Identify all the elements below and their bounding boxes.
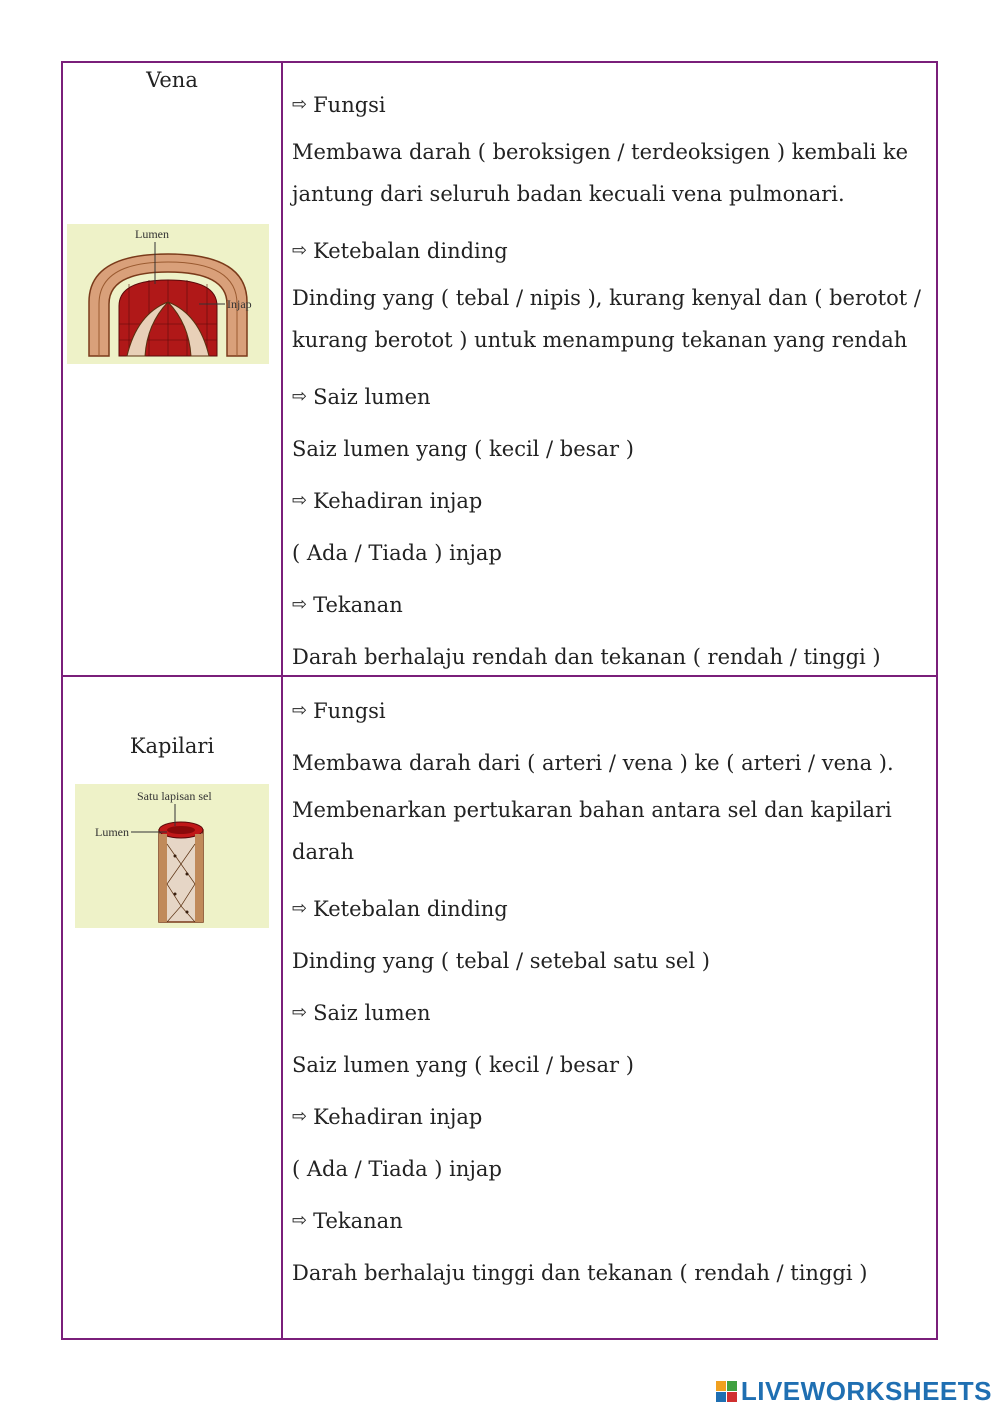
logo-mark-icon <box>716 1381 737 1402</box>
kapilari-heading <box>292 1091 894 1143</box>
arrow-bullet-icon: ⇨ <box>292 1210 308 1231</box>
vena-heading-text: Kehadiran injap <box>313 489 483 513</box>
vena-text-line: Dinding yang ( tebal / nipis ), kurang kenyal dan ( berotot / <box>292 286 921 310</box>
kapilari-text-line: Darah berhalaju tinggi dan tekanan ( rendah / tinggi ) <box>292 1261 868 1285</box>
vena-text-line: Membawa darah ( beroksigen / terdeoksigen ) kembali ke <box>292 140 909 164</box>
column-divider <box>281 63 283 1338</box>
vena-heading <box>292 579 921 631</box>
brand-name: LIVEWORKSHEETS <box>740 1376 992 1406</box>
vena-text-line: kurang berotot ) untuk menampung tekanan yang rendah <box>292 328 908 352</box>
liveworksheets-logo <box>716 1376 992 1407</box>
kapilari-heading <box>292 987 894 1039</box>
vena-heading-text: Ketebalan dinding <box>313 239 508 263</box>
arrow-bullet-icon: ⇨ <box>292 1106 308 1127</box>
kapilari-text-line: Membawa darah dari ( arteri / vena ) ke ( arteri / vena ). <box>292 751 894 775</box>
kapilari-heading-text: Saiz lumen <box>313 1001 431 1025</box>
kapilari-description <box>292 685 894 1299</box>
kapilari-text-line: Membenarkan pertukaran bahan antara sel dan kapilari <box>292 798 892 822</box>
vena-text-line: ( Ada / Tiada ) injap <box>292 541 502 565</box>
kapilari-text-line: Saiz lumen yang ( kecil / besar ) <box>292 1053 634 1077</box>
kapilari-text-line: darah <box>292 840 355 864</box>
vena-heading-text: Saiz lumen <box>313 385 431 409</box>
arrow-bullet-icon: ⇨ <box>292 386 308 407</box>
arrow-bullet-icon: ⇨ <box>292 94 308 115</box>
kapilari-figure-label-lumen: Lumen <box>95 825 129 839</box>
kapilari-heading-text: Kehadiran injap <box>313 1105 483 1129</box>
arrow-bullet-icon: ⇨ <box>292 1002 308 1023</box>
kapilari-heading-text: Fungsi <box>313 699 386 723</box>
vena-heading-text: Fungsi <box>313 93 386 117</box>
vena-heading-text: Tekanan <box>313 593 403 617</box>
kapilari-text-line: ( Ada / Tiada ) injap <box>292 1157 502 1181</box>
vena-description <box>292 79 921 683</box>
arrow-bullet-icon: ⇨ <box>292 700 308 721</box>
vena-figure <box>67 224 269 364</box>
vena-figure-label-lumen: Lumen <box>135 227 169 241</box>
vena-heading <box>292 475 921 527</box>
vena-heading <box>292 225 921 277</box>
kapilari-heading <box>292 883 894 935</box>
arrow-bullet-icon: ⇨ <box>292 898 308 919</box>
vena-title: Vena <box>146 68 198 92</box>
vena-text-line: jantung dari seluruh badan kecuali vena pulmonari. <box>292 182 845 206</box>
arrow-bullet-icon: ⇨ <box>292 240 308 261</box>
kapilari-heading-text: Tekanan <box>313 1209 403 1233</box>
kapilari-heading-text: Ketebalan dinding <box>313 897 508 921</box>
vena-heading <box>292 79 921 131</box>
kapilari-figure-label-satu-lapisan: Satu lapisan sel <box>137 789 212 803</box>
kapilari-heading <box>292 1195 894 1247</box>
kapilari-figure <box>75 784 269 928</box>
vena-figure-label-injap: Injap <box>227 297 252 311</box>
arrow-bullet-icon: ⇨ <box>292 490 308 511</box>
vena-text-line: Saiz lumen yang ( kecil / besar ) <box>292 437 634 461</box>
kapilari-heading <box>292 685 894 737</box>
kapilari-title: Kapilari <box>129 734 215 758</box>
vena-text-line: Darah berhalaju rendah dan tekanan ( rendah / tinggi ) <box>292 645 881 669</box>
kapilari-text-line: Dinding yang ( tebal / setebal satu sel ) <box>292 949 710 973</box>
comparison-table <box>61 61 938 1340</box>
vena-heading <box>292 371 921 423</box>
arrow-bullet-icon: ⇨ <box>292 594 308 615</box>
